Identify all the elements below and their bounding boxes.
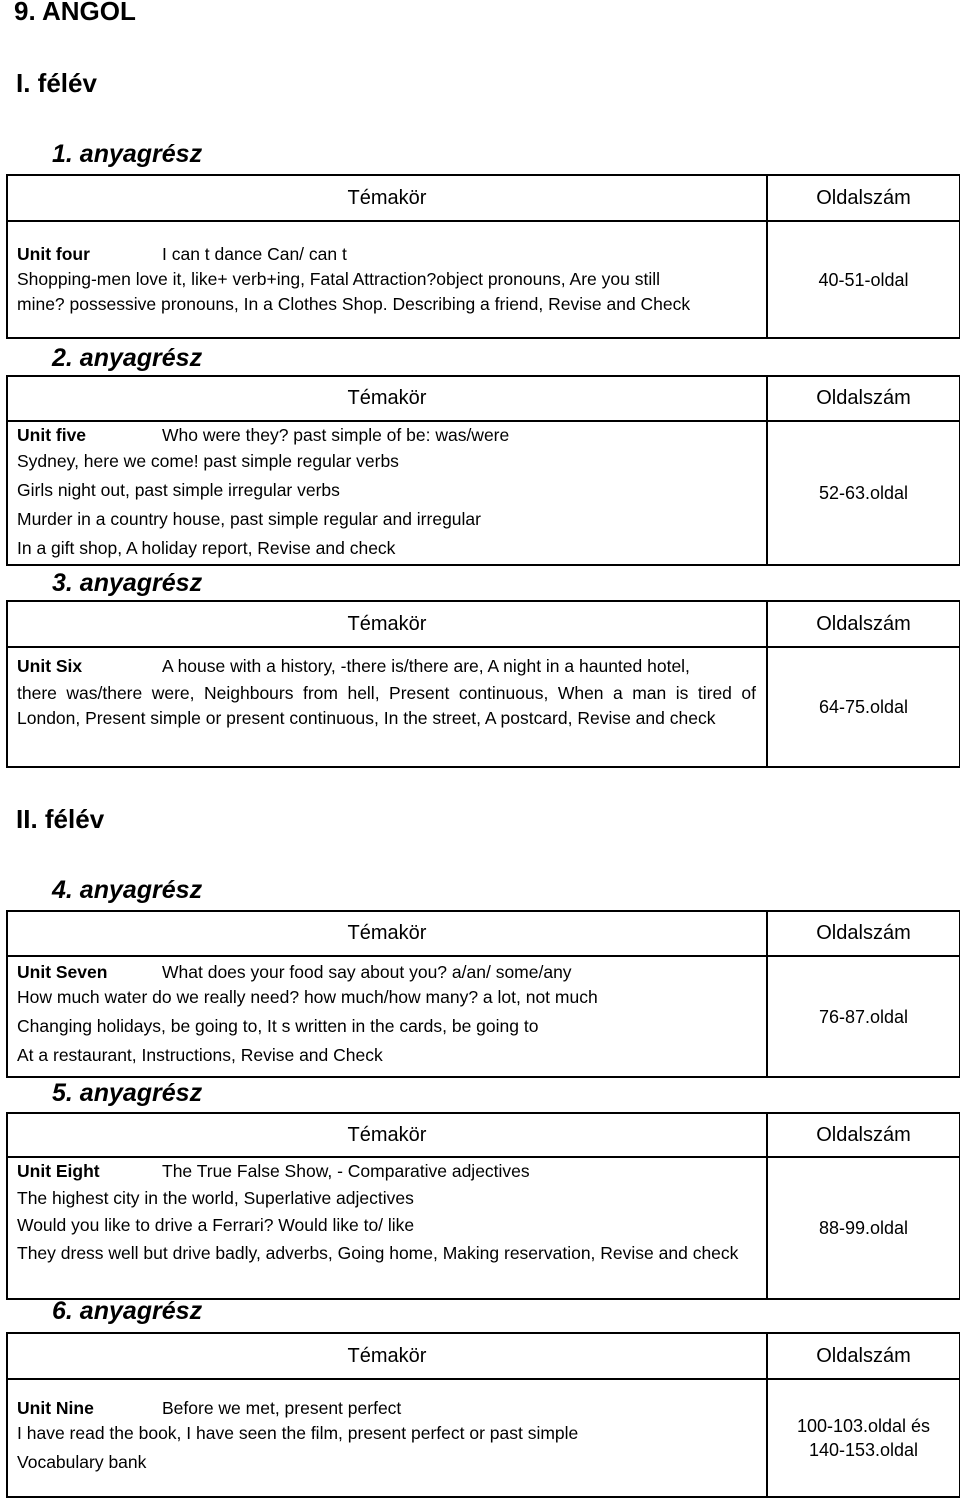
- part-title-2: 2. anyagrész: [52, 344, 203, 372]
- page-header: Oldalszám: [767, 911, 960, 956]
- topic-cell: [7, 221, 767, 338]
- page-header: Oldalszám: [767, 175, 960, 221]
- topic-header: Témakör: [7, 911, 767, 956]
- part-title-5: 5. anyagrész: [52, 1079, 203, 1107]
- unit-name: Unit four: [17, 244, 90, 264]
- unit-name: Unit Seven: [17, 962, 108, 982]
- topic-cell: [7, 1157, 767, 1299]
- page-range: 64-75.oldal: [767, 647, 960, 767]
- topic-paragraph: there was/there were, Neighbours from hell, Present continuous, When a man is tired of London, Present simple or present continuous, In the street, A postcard, Revise and check: [17, 683, 756, 728]
- topic-line: Changing holidays, be going to, It s written in the cards, be going to: [17, 1016, 539, 1036]
- topic-cell: [7, 956, 767, 1077]
- topic-line: Girls night out, past simple irregular verbs: [17, 480, 340, 500]
- topic-line: Sydney, here we come! past simple regular verbs: [17, 451, 399, 471]
- unit-table-4: [6, 910, 960, 1078]
- page-range: 52-63.oldal: [767, 421, 960, 565]
- topic-line: What does your food say about you? a/an/ some/any: [162, 962, 572, 982]
- part-title-6: 6. anyagrész: [52, 1297, 203, 1325]
- part-title-4: 4. anyagrész: [52, 876, 203, 904]
- semester-heading-1: I. félév: [16, 68, 97, 98]
- topic-line: How much water do we really need? how much/how many? a lot, not much: [17, 987, 598, 1007]
- document-title: 9. ANGOL: [14, 0, 136, 26]
- semester-heading-2: II. félév: [16, 804, 105, 834]
- page-header: Oldalszám: [767, 1333, 960, 1379]
- unit-name: Unit Six: [17, 656, 83, 676]
- topic-line: Would you like to drive a Ferrari? Would like to/ like: [17, 1215, 415, 1235]
- topic-line: Vocabulary bank: [17, 1452, 147, 1472]
- page-range-line: 140-153.oldal: [808, 1440, 919, 1460]
- topic-header: Témakör: [7, 1333, 767, 1379]
- page-range: [767, 1379, 960, 1497]
- topic-line: Who were they? past simple of be: was/were: [162, 425, 510, 445]
- topic-cell: [7, 1379, 767, 1497]
- page-header: Oldalszám: [767, 1113, 960, 1157]
- unit-table-5: [6, 1112, 960, 1300]
- unit-table-3: [6, 600, 960, 768]
- unit-name: Unit Nine: [17, 1398, 94, 1418]
- topic-line: The highest city in the world, Superlative adjectives: [17, 1188, 414, 1208]
- page-range-line: 100-103.oldal és: [796, 1416, 931, 1436]
- topic-header: Témakör: [7, 601, 767, 647]
- page-range: 40-51-oldal: [767, 221, 960, 338]
- topic-line: A house with a history, -there is/there are, A night in a haunted hotel,: [162, 656, 690, 676]
- topic-line: Murder in a country house, past simple regular and irregular: [17, 509, 481, 529]
- topic-cell: [7, 647, 767, 767]
- topic-header: Témakör: [7, 175, 767, 221]
- part-title-3: 3. anyagrész: [52, 569, 203, 597]
- unit-table-6: [6, 1332, 960, 1498]
- topic-line: mine? possessive pronouns, In a Clothes Shop. Describing a friend, Revise and Check: [17, 294, 691, 314]
- unit-table-1: [6, 174, 960, 339]
- topic-paragraph: They dress well but drive badly, adverbs, Going home, Making reservation, Revise and check: [17, 1243, 739, 1263]
- topic-line: I have read the book, I have seen the film, present perfect or past simple: [17, 1423, 579, 1443]
- topic-line: I can t dance Can/ can t: [162, 244, 347, 264]
- topic-line: The True False Show, - Comparative adjectives: [162, 1161, 530, 1181]
- topic-header: Témakör: [7, 376, 767, 421]
- unit-table-2: [6, 375, 960, 566]
- topic-header: Témakör: [7, 1113, 767, 1157]
- part-title-1: 1. anyagrész: [52, 140, 203, 168]
- page-range: 76-87.oldal: [767, 956, 960, 1077]
- topic-line: Shopping-men love it, like+ verb+ing, Fatal Attraction?object pronouns, Are you still: [17, 269, 661, 289]
- topic-cell: [7, 421, 767, 565]
- page-header: Oldalszám: [767, 601, 960, 647]
- topic-line: At a restaurant, Instructions, Revise and Check: [17, 1045, 383, 1065]
- topic-line: In a gift shop, A holiday report, Revise and check: [17, 538, 396, 558]
- page-header: Oldalszám: [767, 376, 960, 421]
- unit-name: Unit Eight: [17, 1161, 100, 1181]
- topic-line: Before we met, present perfect: [162, 1398, 402, 1418]
- page-range: 88-99.oldal: [767, 1157, 960, 1299]
- unit-name: Unit five: [17, 425, 87, 445]
